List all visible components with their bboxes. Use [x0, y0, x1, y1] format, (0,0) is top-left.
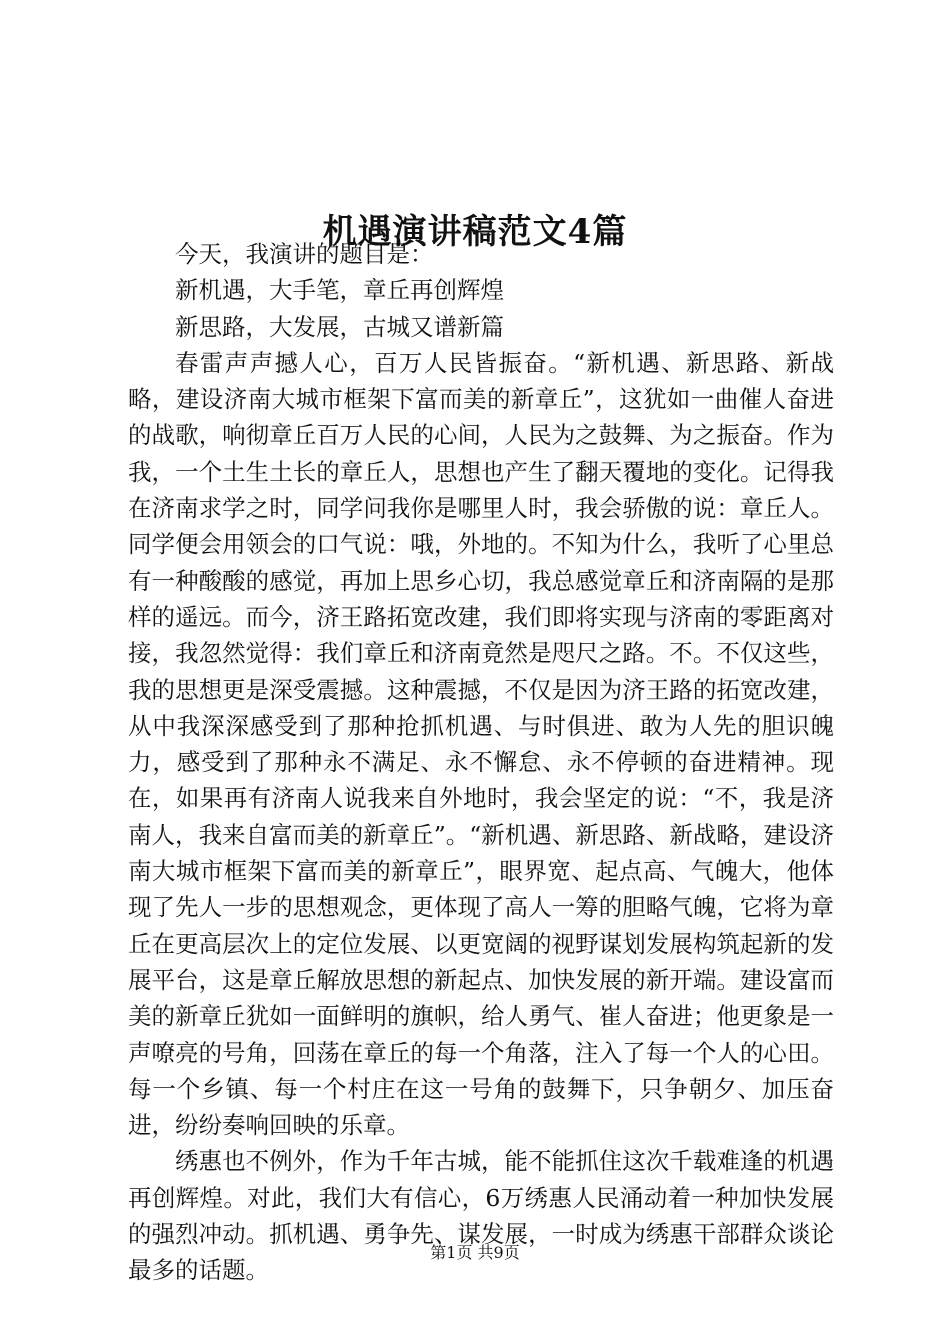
document-title: 机遇演讲稿范文4篇	[322, 211, 628, 252]
paragraph-main: 春雷声声撼人心，百万人民皆振奋。“新机遇、新思路、新战略，建设济南大城市框架下富而美的新章丘”，这犹如一曲催人奋进的战歌，响彻章丘百万人民的心间，人民为之鼓舞、为之振奋。作为我，一个土生土长的章丘人，思想也产生了翻天覆地的变化。记得我在济南求学之时，同学问我你是哪里人时，我会骄傲的说：章丘人。同学便会用领会的口气说：哦，外地的。不知为什么，我听了心里总有一种酸酸的感觉，再加上思乡心切，我总感觉章丘和济南隔的是那样的遥远。而今，济王路拓宽改建，我们即将实现与济南的零距离对接，我忽然觉得：我们章丘和济南竟然是咫尺之路。不。不仅这些，我的思想更是深受震撼。这种震撼，不仅是因为济王路的拓宽改建，从中我深深感受到了那种抢抓机遇、与时俱进、敢为人先的胆识魄力，感受到了那种永不满足、永不懈怠、永不停顿的奋进精神。现在，如果再有济南人说我来自外地时，我会坚定的说：“不，我是济南人，我来自富而美的新章丘”。“新机遇、新思路、新战略，建设济南大城市框架下富而美的新章丘”，眼界宽、起点高、气魄大，他体现了先人一步的思想观念，更体现了高人一筹的胆略气魄，它将为章丘在更高层次上的定位发展、以更宽阔的视野谋划发展构筑起新的发展平台，这是章丘解放思想的新起点、加快发展的新开端。建设富而美的新章丘犹如一面鲜明的旗帜，给人勇气、崔人奋进；他更象是一声嘹亮的号角，回荡在章丘的每一个角落，注入了每一个人的心田。每一个乡镇、每一个村庄在这一号角的鼓舞下，只争朝夕、加压奋进，纷纷奏响回映的乐章。	[128, 348, 834, 1140]
paragraph-intro: 今天，我演讲的题目是：	[175, 240, 434, 268]
paragraph-topic-line-2: 新思路，大发展，古城又谱新篇	[175, 312, 504, 341]
document-body	[128, 236, 834, 1289]
paragraph-xiuhui: 绣惠也不例外，作为千年古城，能不能抓住这次千载难逢的机遇再创辉煌。对此，我们大有信心，6万绣惠人民涌动着一种加快发展的强烈冲动。抓机遇、勇争先、谋发展，一时成为绣惠干部群众谈论最多的话题。	[128, 1147, 834, 1285]
page-footer: 第1页 共9页	[430, 1243, 520, 1262]
paragraph-topic-line-1: 新机遇，大手笔，章丘再创辉煌	[175, 276, 504, 305]
